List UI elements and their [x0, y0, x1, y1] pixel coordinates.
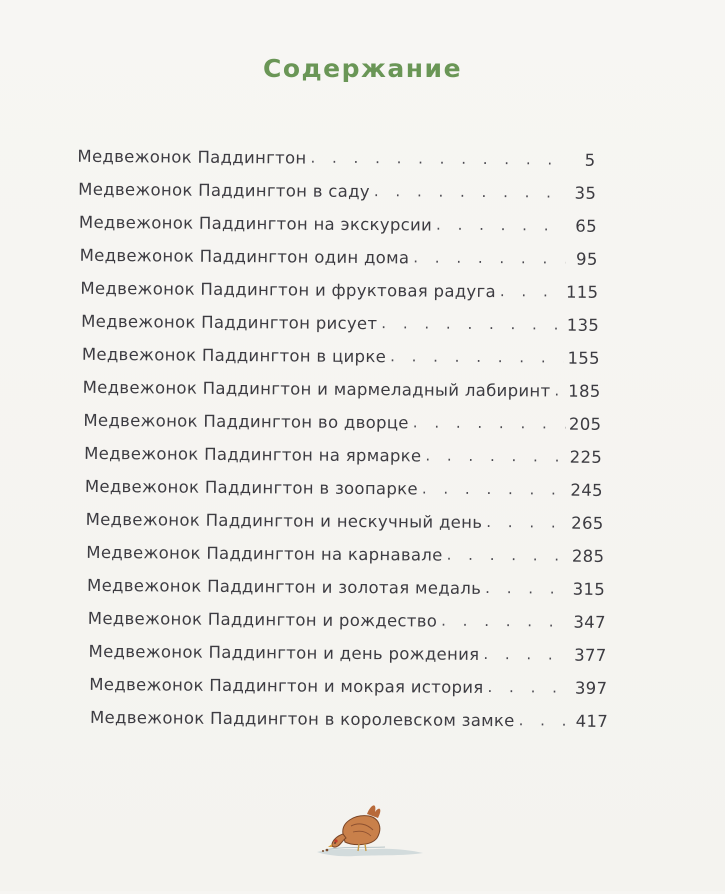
dot-leader: [483, 645, 570, 665]
dot-leader: [447, 546, 568, 566]
entry-page: 245: [570, 480, 603, 500]
entry-title: Медвежонок Паддингтон и фруктовая радуга: [80, 278, 497, 302]
entry-page: 315: [572, 579, 606, 599]
entry-title: Медвежонок Паддингтон в королевском замке: [89, 707, 515, 731]
toc-entry: [81, 303, 599, 335]
toc-entry: [80, 237, 598, 269]
toc-entry: [86, 501, 604, 533]
dot-leader: [500, 282, 562, 301]
entry-title: Медвежонок Паддингтон и мармеладный лабиринт: [82, 377, 551, 401]
entry-page: 347: [573, 612, 606, 632]
toc-entry: [78, 171, 596, 203]
dot-leader: [436, 216, 565, 236]
entry-title: Медвежонок Паддингтон: [77, 146, 307, 168]
toc-entry: [83, 369, 601, 401]
dot-leader: [487, 678, 570, 698]
dot-leader: [374, 182, 564, 202]
dot-leader: [425, 447, 565, 467]
entry-page: 35: [574, 183, 597, 203]
dot-leader: [413, 413, 565, 433]
entry-page: 135: [566, 315, 600, 335]
entry-page: 285: [571, 546, 605, 566]
hen-icon: [315, 800, 425, 860]
entry-title: Медвежонок Паддингтон один дома: [79, 245, 410, 268]
dot-leader: [441, 612, 569, 632]
dot-leader: [554, 382, 564, 401]
toc-entry: [89, 633, 607, 665]
entry-title: Медвежонок Паддингтон в цирке: [81, 344, 387, 367]
entry-title: Медвежонок Паддингтон и золотая медаль: [87, 575, 482, 598]
entry-title: Медвежонок Паддингтон и нескучный день: [85, 509, 483, 532]
entry-title: Медвежонок Паддингтон на карнавале: [86, 542, 443, 565]
toc-entry: [84, 435, 602, 467]
entry-title: Медвежонок Паддингтон и рождество: [87, 608, 438, 631]
entry-page: 185: [568, 381, 601, 401]
entry-page: 95: [575, 249, 598, 269]
dot-leader: [486, 513, 567, 533]
entry-page: 377: [574, 645, 607, 665]
entry-page: 155: [567, 348, 600, 368]
entry-page: 115: [565, 282, 599, 302]
toc-entry: [87, 567, 605, 599]
entry-title: Медвежонок Паддингтон и день рождения: [88, 641, 480, 664]
toc-entry: [88, 600, 606, 632]
entry-page: 397: [574, 678, 608, 698]
dot-leader: [310, 149, 563, 170]
toc-entry: [89, 666, 607, 698]
entry-page: 265: [571, 513, 604, 533]
dot-leader: [519, 711, 572, 730]
dot-leader: [485, 579, 569, 599]
toc-entry: [85, 468, 603, 500]
dot-leader: [390, 347, 564, 367]
toc-entry: [80, 270, 598, 302]
entry-page: 417: [575, 711, 609, 731]
toc-entry: [79, 204, 597, 236]
entry-title: Медвежонок Паддингтон на экскурсии: [78, 212, 433, 235]
toc-entry: [77, 138, 595, 170]
entry-title: Медвежонок Паддингтон на ярмарке: [84, 443, 422, 466]
entry-title: Медвежонок Паддингтон в саду: [78, 179, 370, 202]
entry-title: Медвежонок Паддингтон во дворце: [83, 410, 409, 433]
dot-leader: [381, 314, 563, 334]
entry-page: 65: [575, 216, 598, 236]
entry-title: Медвежонок Паддингтон в зоопарке: [84, 476, 418, 499]
dot-leader: [413, 248, 566, 268]
toc-entry: [83, 402, 601, 434]
toc-entry: [90, 699, 608, 731]
toc-entry: [82, 336, 600, 368]
entry-page: 205: [568, 414, 602, 434]
entry-title: Медвежонок Паддингтон и мокрая история: [89, 674, 484, 697]
entry-page: 5: [584, 150, 596, 170]
page-title: Содержание: [262, 54, 463, 83]
toc-entry: [86, 534, 604, 566]
entry-page: 225: [569, 447, 603, 467]
dot-leader: [422, 479, 567, 499]
entry-title: Медвежонок Паддингтон рисует: [81, 311, 378, 334]
